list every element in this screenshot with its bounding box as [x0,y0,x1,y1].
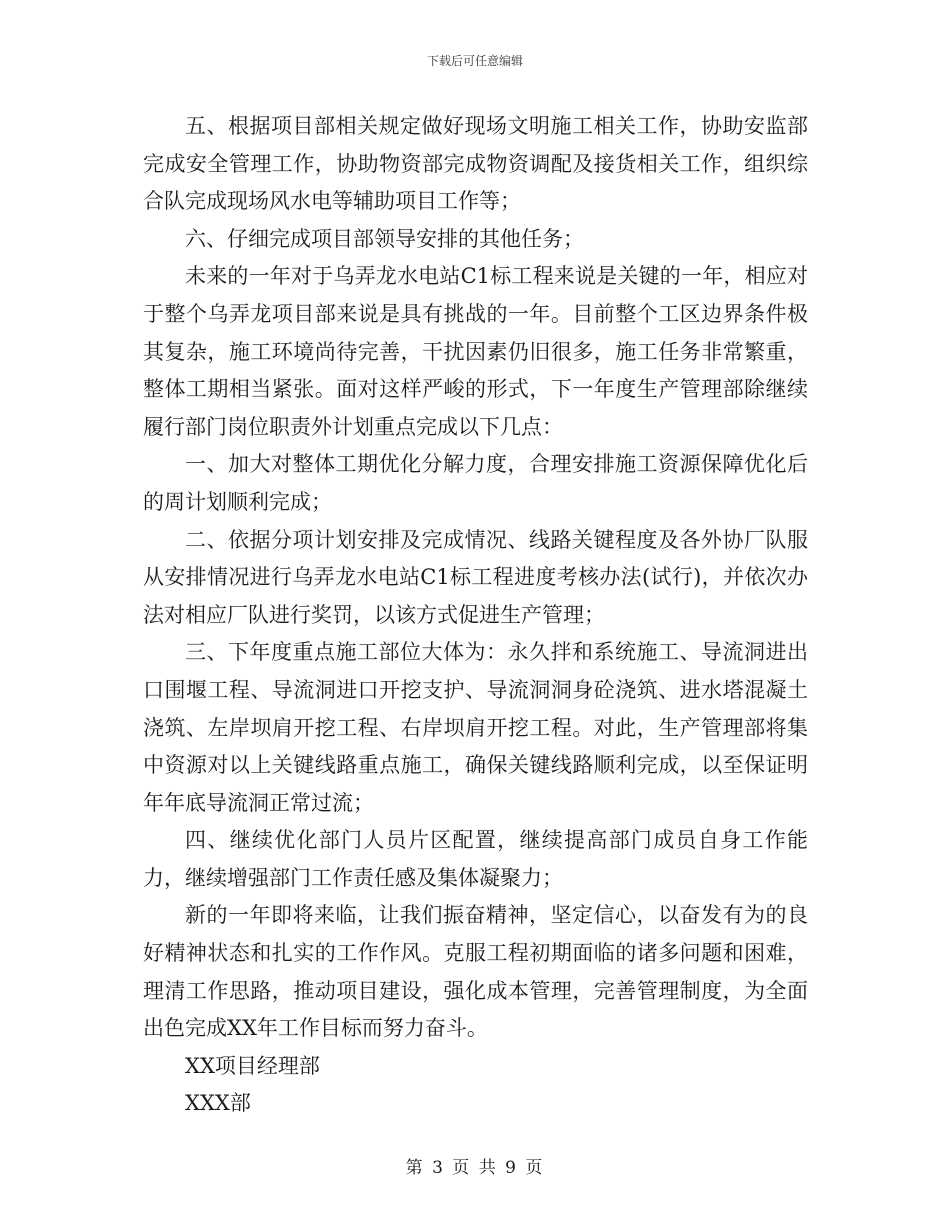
signature-sub-department: XXX部 [185,1091,251,1116]
document-body [143,108,808,1123]
paragraph-outlook: 未来的一年对于乌弄龙水电站C1标工程来说是关键的一年，相应对于整个乌弄龙项目部来说是具有挑战的一年。目前整个工区边界条件极其复杂，施工环境尚待完善，干扰因素仍旧很多，施工任务非常繁重，整体工期相当紧张。面对这样严峻的形式，下一年度生产管理部除继续履行部门岗位职责外计划重点完成以下几点： [143,264,808,439]
paragraph-plan-three: 三、下年度重点施工部位大体为：永久拌和系统施工、导流洞进出口围堰工程、导流洞进口开挖支护、导流洞洞身砼浇筑、进水塔混凝土浇筑、左岸坝肩开挖工程、右岸坝肩开挖工程。对此，生产管理部将集中资源对以上关键线路重点施工，确保关键线路顺利完成，以至保证明年年底导流洞正常过流； [143,640,808,815]
page-number: 第 3 页 共 9 页 [405,1158,545,1178]
paragraph-plan-two: 二、依据分项计划安排及完成情况、线路关键程度及各外协厂队服从安排情况进行乌弄龙水电站C1标工程进度考核办法(试行)，并依次办法对相应厂队进行奖罚，以该方式促进生产管理； [143,527,808,627]
signature-department: XX项目经理部 [185,1053,320,1078]
paragraph-closing: 新的一年即将来临，让我们振奋精神，坚定信心，以奋发有为的良好精神状态和扎实的工作作风。克服工程初期面临的诸多问题和困难，理清工作思路，推动项目建设，强化成本管理，完善管理制度，为全面出色完成XX年工作目标而努力奋斗。 [143,903,808,1041]
paragraph-plan-one: 一、加大对整体工期优化分解力度，合理安排施工资源保障优化后的周计划顺利完成； [143,452,808,514]
paragraph-plan-four: 四、继续优化部门人员片区配置，继续提高部门成员自身工作能力，继续增强部门工作责任感及集体凝聚力； [143,828,808,890]
paragraph-item-six: 六、仔细完成项目部领导安排的其他任务； [185,226,584,251]
paragraph-item-five: 五、根据项目部相关规定做好现场文明施工相关工作，协助安监部完成安全管理工作，协助物资部完成物资调配及接货相关工作，组织综合队完成现场风水电等辅助项目工作等； [143,114,808,214]
page-header: 下载后可任意编辑 [426,54,523,68]
